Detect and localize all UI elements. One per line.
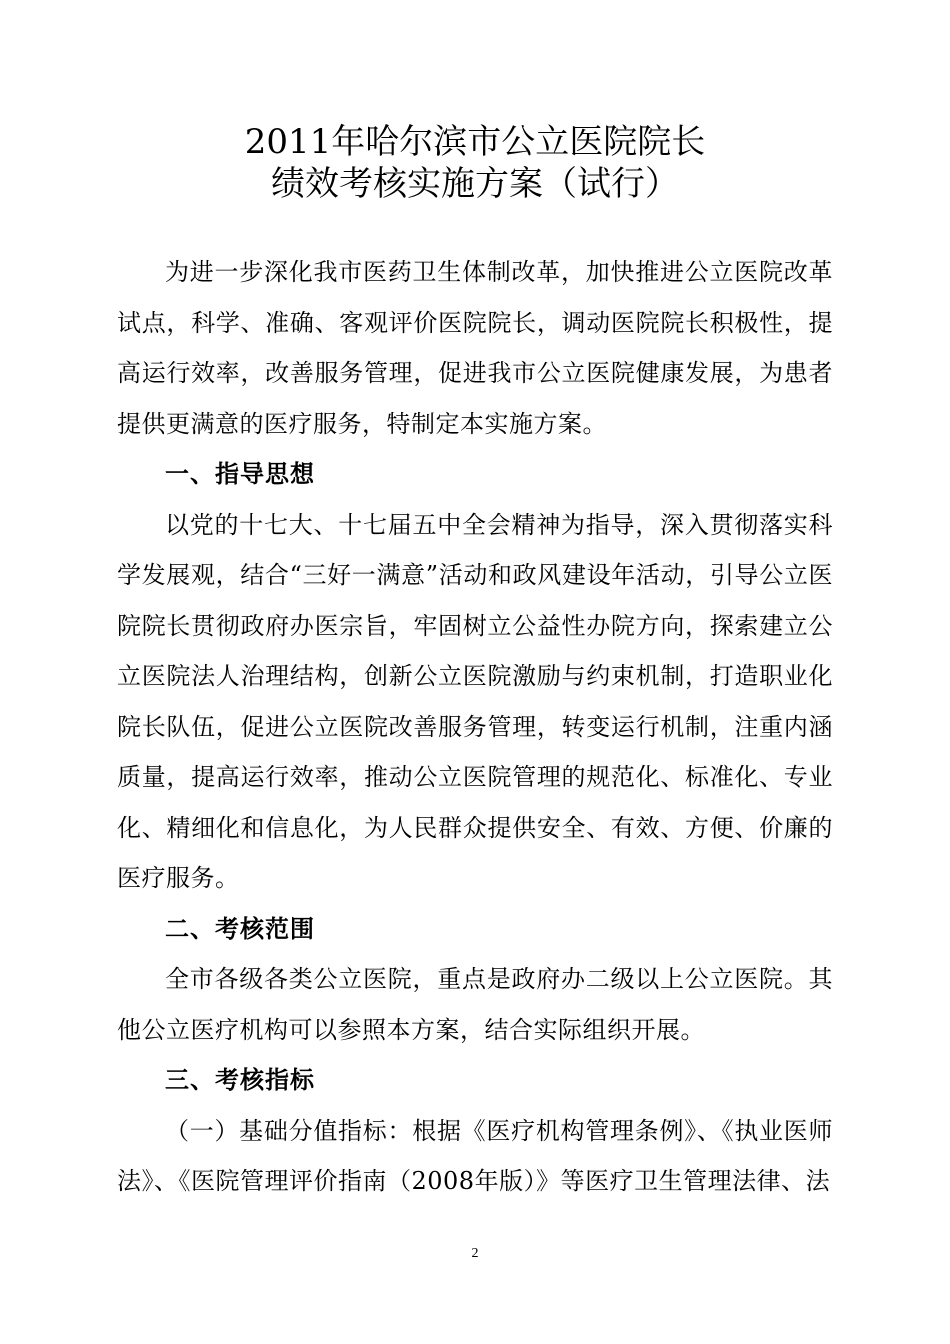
page-number: 2 <box>471 1246 479 1261</box>
intro-paragraph: 为进一步深化我市医药卫生体制改革，加快推进公立医院改革试点，科学、准确、客观评价医院院长，调动医院院长积极性，提高运行效率，改善服务管理，促进我市公立医院健康发展，为患者提供更满意的医疗服务，特制定本实施方案。 <box>117 258 833 438</box>
section-heading-guiding-ideology: 一、指导思想 <box>165 460 315 488</box>
document-title-line-1: 2011年哈尔滨市公立医院院长 <box>244 122 706 162</box>
document-title-line-2: 绩效考核实施方案（试行） <box>271 164 679 204</box>
section-paragraph-guiding-ideology: 以党的十七大、十七届五中全会精神为指导，深入贯彻落实科学发展观，结合“三好一满意”活动和政风建设年活动，引导公立医院院长贯彻政府办医宗旨，牢固树立公益性办院方向，探索建立公立医院法人治理结构，创新公立医院激励与约束机制，打造职业化院长队伍，促进公立医院改善服务管理，转变运行机制，注重内涵质量，提高运行效率，推动公立医院管理的规范化、标准化、专业化、精细化和信息化，为人民群众提供安全、有效、方便、价廉的医疗服务。 <box>117 510 833 892</box>
document-body <box>117 247 833 1207</box>
section-heading-assessment-indicators: 三、考核指标 <box>165 1066 315 1094</box>
section-paragraph-assessment-scope: 全市各级各类公立医院，重点是政府办二级以上公立医院。其他公立医疗机构可以参照本方案，结合实际组织开展。 <box>117 965 833 1044</box>
section-paragraph-assessment-indicators: （一）基础分值指标：根据《医疗机构管理条例》、《执业医师法》、《医院管理评价指南（2008年版）》等医疗卫生管理法律、法 <box>117 1116 833 1195</box>
section-heading-assessment-scope: 二、考核范围 <box>165 914 315 943</box>
